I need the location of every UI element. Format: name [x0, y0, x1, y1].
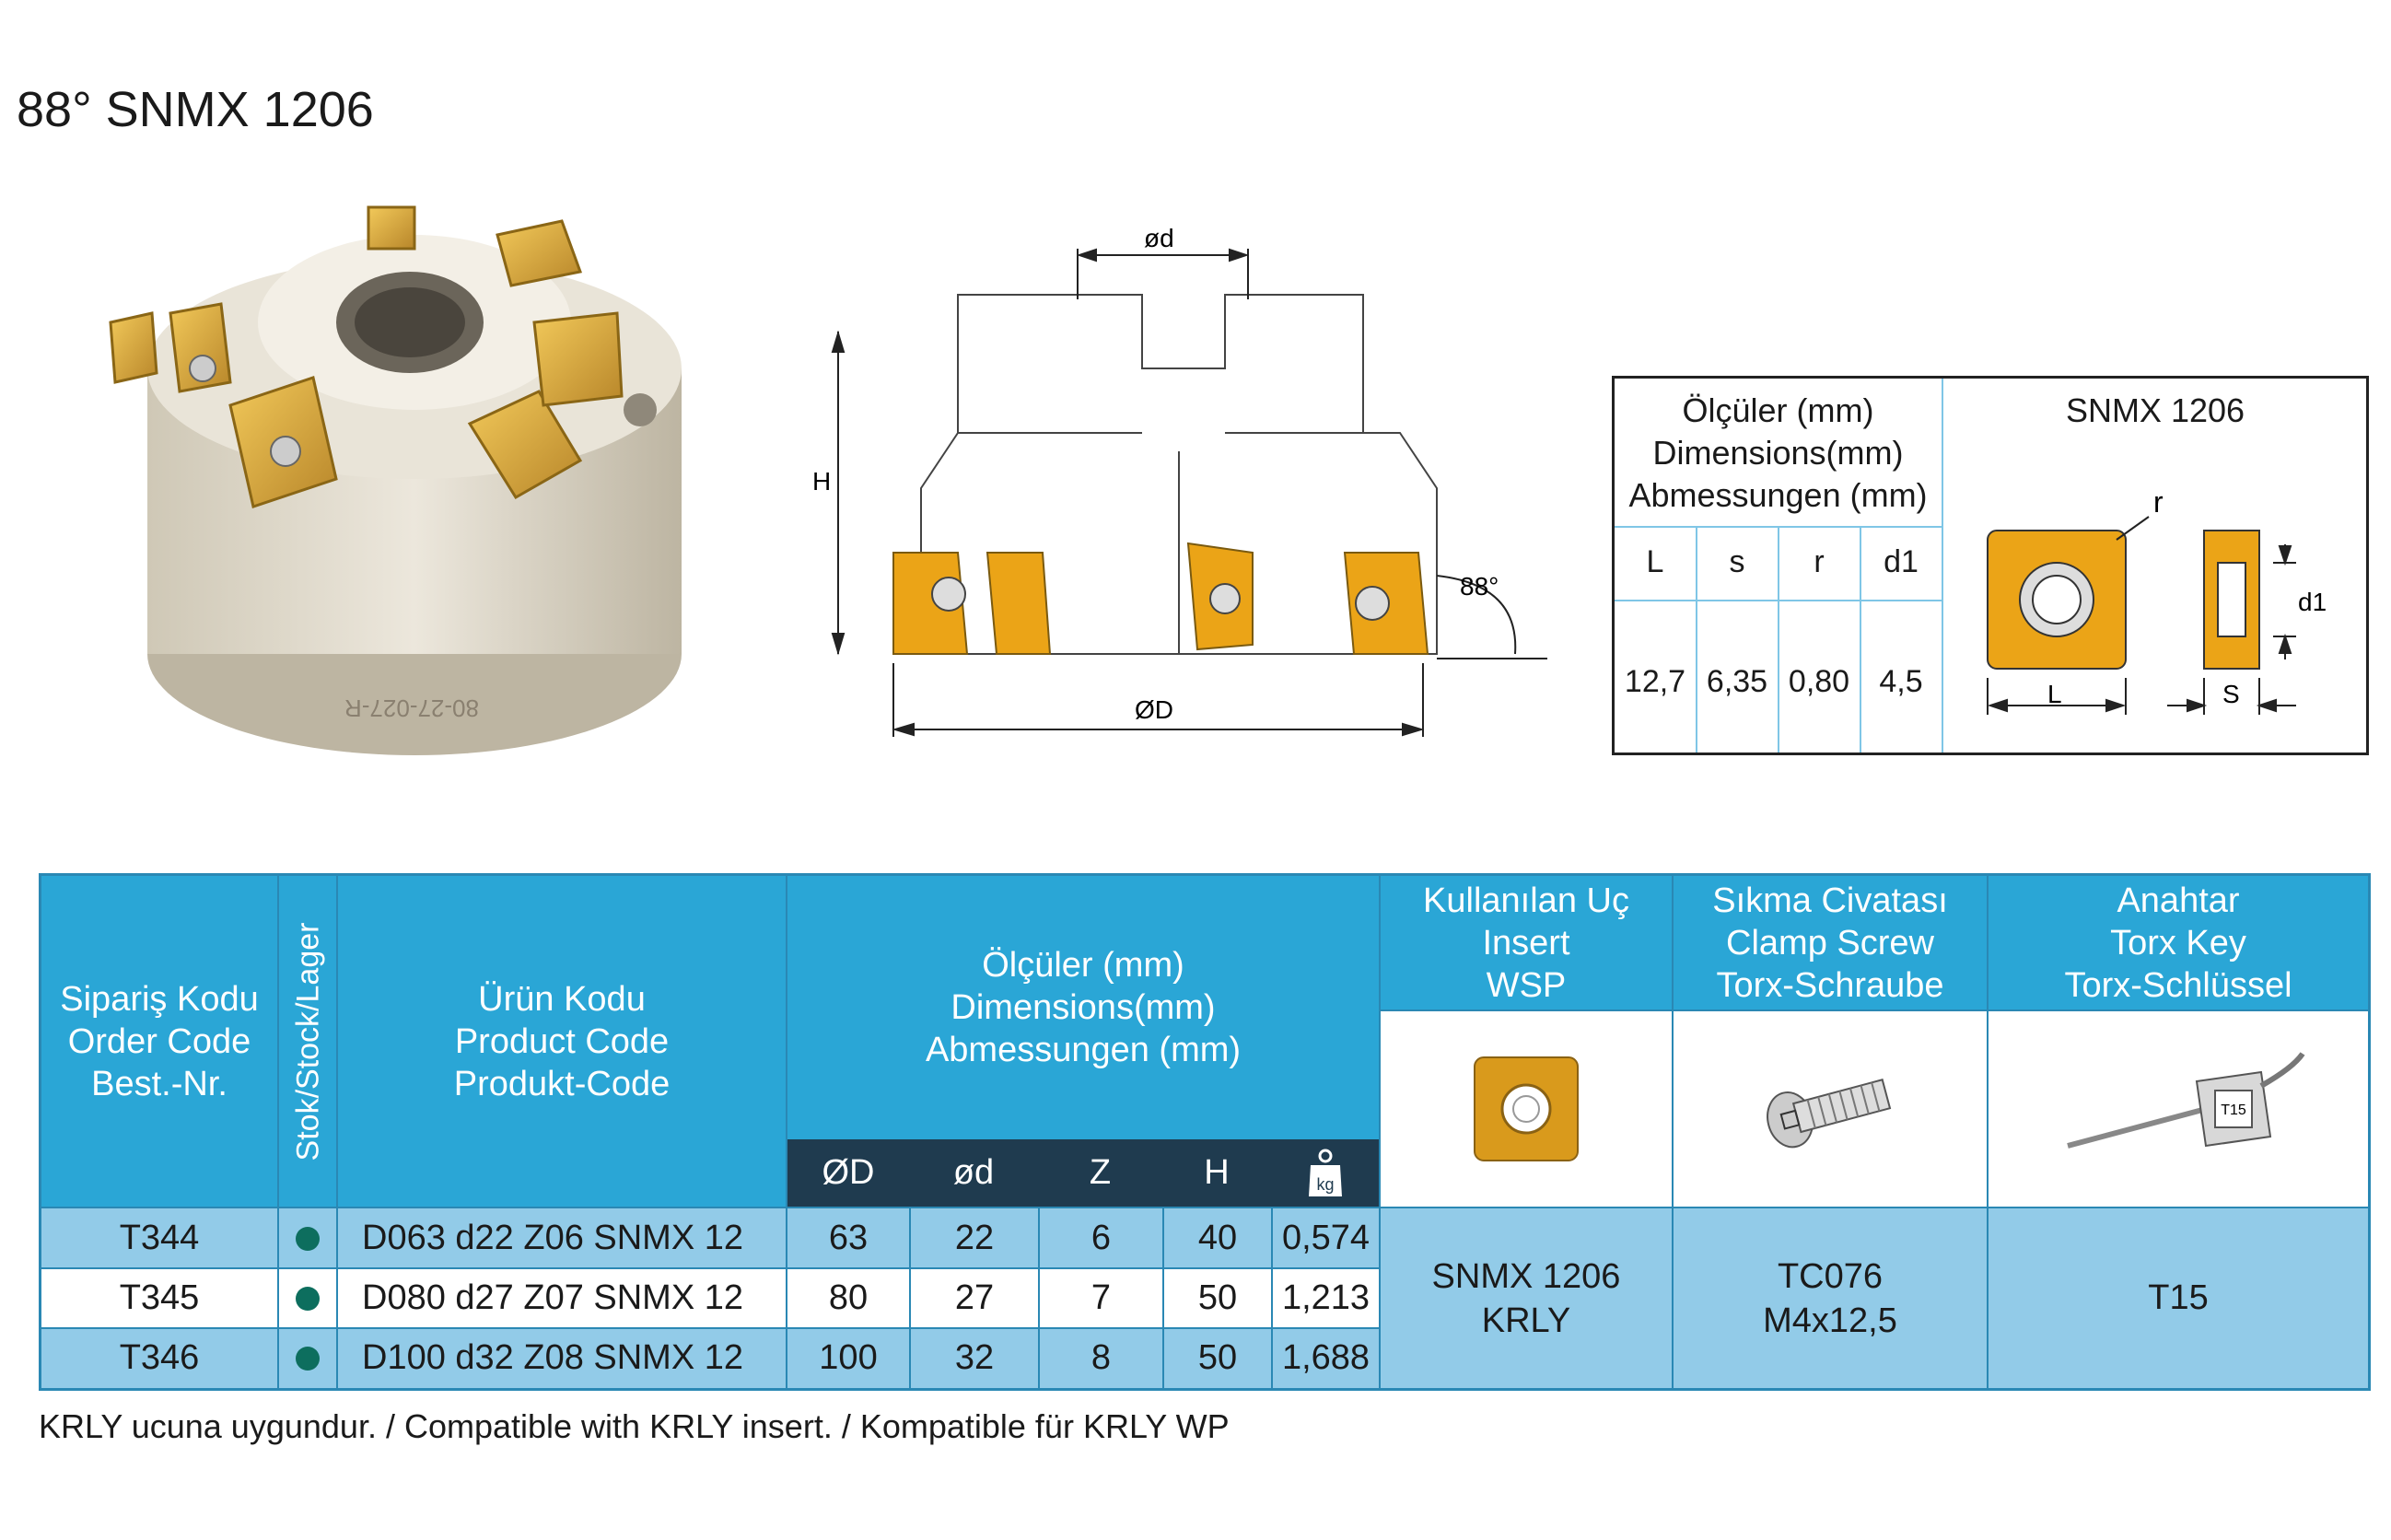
- svg-text:r: r: [2153, 485, 2164, 519]
- cell-D: 63: [787, 1208, 909, 1268]
- insert-dimensions-box: [1612, 376, 2369, 755]
- clamp-screw-image: [1674, 1011, 1987, 1207]
- screw-value-line1: TC076: [1777, 1256, 1884, 1296]
- stock-indicator: [279, 1208, 336, 1268]
- header-dims-tr: Ölçüler (mm): [982, 946, 1184, 985]
- header-product-code: [338, 876, 786, 1207]
- stock-indicator: [279, 1268, 336, 1328]
- in-stock-dot-icon: [296, 1227, 320, 1251]
- dimbox-header-en: Dimensions(mm): [1652, 434, 1904, 472]
- svg-text:d1: d1: [2298, 588, 2327, 616]
- product-table: [39, 873, 2371, 1391]
- header-order-en: Order Code: [67, 1021, 251, 1061]
- cell-Z: 8: [1040, 1328, 1162, 1388]
- svg-text:88°: 88°: [1460, 572, 1499, 601]
- insert-value: [1381, 1208, 1672, 1388]
- val-L: 12,7: [1624, 664, 1686, 699]
- cell-kg: 1,688: [1273, 1328, 1379, 1388]
- row-divider: [41, 1267, 1379, 1269]
- in-stock-dot-icon: [296, 1287, 320, 1311]
- cell-code: T345: [41, 1268, 277, 1328]
- svg-text:kg: kg: [1315, 1174, 1335, 1194]
- header-key: [1989, 876, 2368, 1009]
- header-screw-en: Clamp Screw: [1726, 923, 1934, 962]
- header-dimensions: [787, 876, 1379, 1139]
- key-value: T15: [1989, 1208, 2368, 1388]
- svg-text:ød: ød: [1144, 224, 1174, 252]
- svg-text:T15: T15: [2221, 1102, 2246, 1118]
- milling-cutter-photo: [83, 184, 746, 774]
- svg-text:S: S: [2222, 680, 2240, 708]
- insert-value-line2: KRLY: [1481, 1301, 1571, 1340]
- sub-H: H: [1162, 1139, 1271, 1207]
- header-order-tr: Sipariş Kodu: [60, 979, 259, 1019]
- svg-text:H: H: [812, 467, 832, 496]
- insert-diagram: [1946, 461, 2366, 747]
- cell-product: D100 d32 Z08 SNMX 12: [338, 1328, 786, 1388]
- header-screw: [1674, 876, 1987, 1009]
- cell-Z: 7: [1040, 1268, 1162, 1328]
- header-insert-en: Insert: [1482, 923, 1570, 962]
- dimbox-insert-name: SNMX 1206: [2065, 391, 2245, 429]
- svg-text:L: L: [2047, 680, 2062, 708]
- dimbox-header: [1615, 390, 1942, 517]
- svg-text:80-27-027-R: 80-27-027-R: [344, 694, 479, 722]
- svg-text:ØD: ØD: [1135, 695, 1173, 724]
- sub-Z: Z: [1038, 1139, 1162, 1207]
- cell-code: T344: [41, 1208, 277, 1268]
- sub-od: ød: [909, 1139, 1038, 1207]
- page-title: 88° SNMX 1206: [17, 82, 374, 137]
- header-order-code: [41, 876, 277, 1207]
- weight-icon: [1307, 1149, 1344, 1198]
- cell-d: 22: [911, 1208, 1038, 1268]
- header-product-en: Product Code: [454, 1021, 670, 1061]
- row-divider: [41, 1327, 1379, 1329]
- cell-D: 80: [787, 1268, 909, 1328]
- val-d1: 4,5: [1879, 664, 1923, 699]
- cell-kg: 1,213: [1273, 1268, 1379, 1328]
- header-insert: [1381, 876, 1672, 1009]
- compatibility-note: KRLY ucuna uygundur. / Compatible with KRLY insert. / Kompatible für KRLY WP: [39, 1407, 1230, 1445]
- cell-H: 50: [1164, 1328, 1271, 1388]
- val-r: 0,80: [1788, 664, 1850, 699]
- header-product-tr: Ürün Kodu: [478, 979, 646, 1019]
- cutter-technical-drawing: [792, 221, 1557, 755]
- header-dims-de: Abmessungen (mm): [925, 1031, 1242, 1069]
- cell-D: 100: [787, 1328, 909, 1388]
- col-L: L: [1646, 544, 1664, 579]
- cell-d: 27: [911, 1268, 1038, 1328]
- header-dims-en: Dimensions(mm): [951, 988, 1216, 1027]
- header-key-en: Torx Key: [2110, 923, 2246, 962]
- cell-H: 50: [1164, 1268, 1271, 1328]
- cell-H: 40: [1164, 1208, 1271, 1268]
- header-key-de: Torx-Schlüssel: [2064, 965, 2292, 1005]
- cell-code: T346: [41, 1328, 277, 1388]
- val-s: 6,35: [1706, 664, 1768, 699]
- in-stock-dot-icon: [296, 1347, 320, 1371]
- col-s: s: [1729, 544, 1745, 579]
- header-product-de: Produkt-Code: [453, 1064, 671, 1103]
- col-r: r: [1814, 544, 1825, 579]
- col-d1: d1: [1884, 544, 1919, 579]
- cell-Z: 6: [1040, 1208, 1162, 1268]
- sub-weight: [1271, 1139, 1379, 1207]
- screw-value: [1674, 1208, 1987, 1388]
- dimbox-header-de: Abmessungen (mm): [1628, 476, 1928, 514]
- dimbox-header-tr: Ölçüler (mm): [1682, 391, 1874, 429]
- cell-product: D080 d27 Z07 SNMX 12: [338, 1268, 786, 1328]
- header-screw-tr: Sıkma Civatası: [1712, 881, 1948, 920]
- torx-key-image: [1989, 1011, 2368, 1207]
- stock-indicator: [279, 1328, 336, 1388]
- insert-value-line1: SNMX 1206: [1431, 1256, 1621, 1296]
- cell-kg: 0,574: [1273, 1208, 1379, 1268]
- header-stock: [279, 876, 336, 1207]
- header-screw-de: Torx-Schraube: [1716, 965, 1944, 1005]
- header-insert-de: WSP: [1486, 965, 1567, 1005]
- header-key-tr: Anahtar: [2117, 881, 2240, 920]
- sub-OD: ØD: [787, 1139, 909, 1207]
- header-stock-label: Stok/Stock/Lager: [290, 922, 326, 1161]
- screw-value-line2: M4x12,5: [1763, 1301, 1897, 1340]
- insert-image: [1381, 1011, 1672, 1207]
- header-insert-tr: Kullanılan Uç: [1423, 881, 1629, 920]
- cell-product: D063 d22 Z06 SNMX 12: [338, 1208, 786, 1268]
- cell-d: 32: [911, 1328, 1038, 1388]
- header-order-de: Best.-Nr.: [91, 1064, 227, 1103]
